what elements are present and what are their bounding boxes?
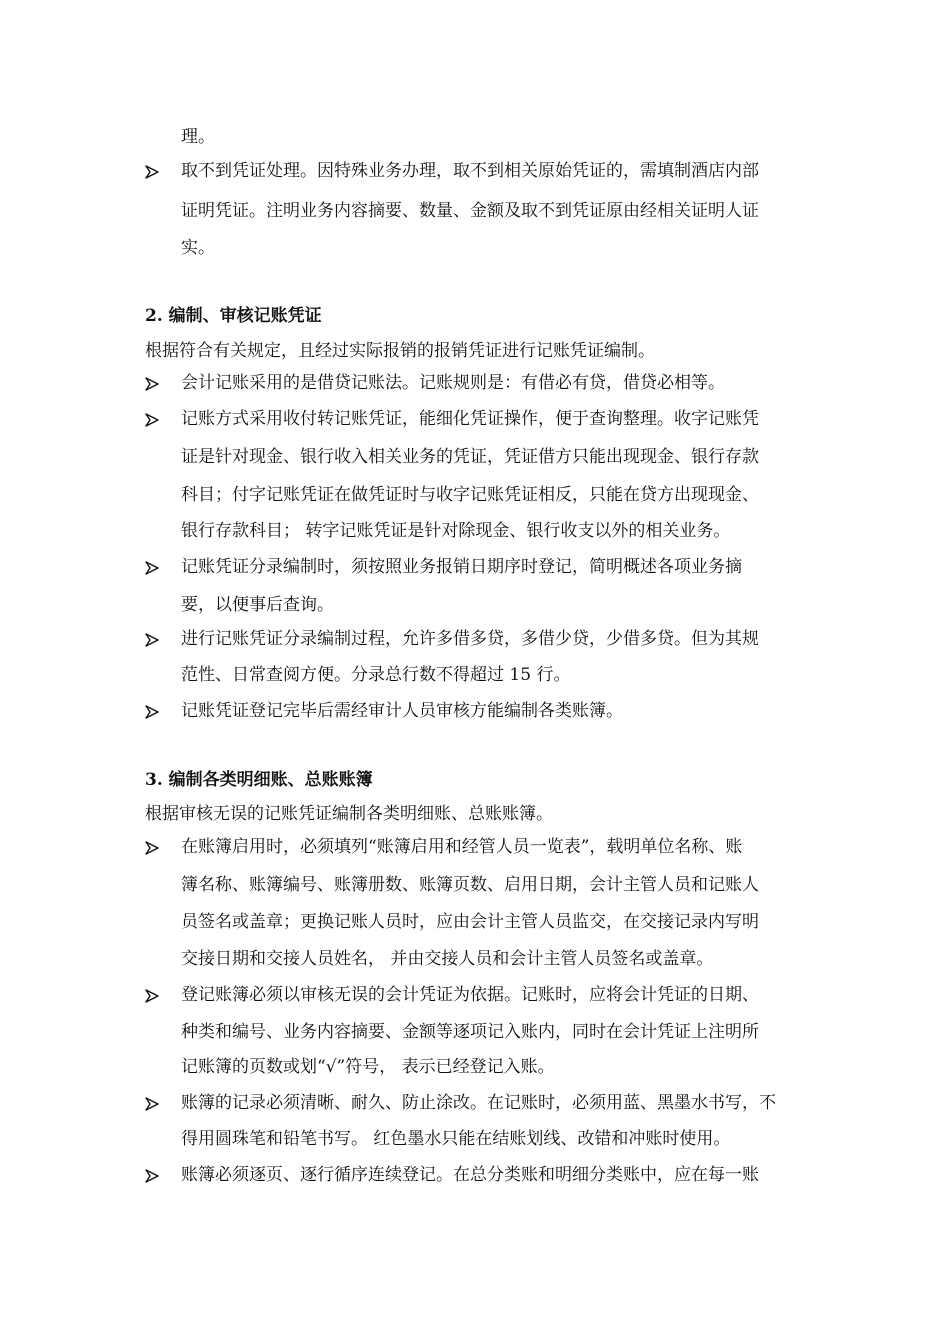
bullet-line: 证是针对现金、银行收入相关业务的凭证，凭证借方只能出现现金、银行存款 [181, 447, 759, 467]
bullet-line: 种类和编号、业务内容摘要、金额等逐项记入账内，同时在会计凭证上注明所 [181, 1022, 759, 1042]
arrow-bullet-icon [145, 841, 159, 855]
arrow-bullet-icon [145, 705, 159, 719]
bullet-line: 取不到凭证处理。因特殊业务办理，取不到相关原始凭证的，需填制酒店内部 [181, 161, 759, 181]
arrow-bullet-icon [145, 561, 159, 575]
bullet-line: 记账簿的页数或划“√”符号， 表示已经登记入账。 [181, 1057, 555, 1077]
section-heading: 2. 编制、审核记账凭证 [145, 306, 322, 326]
arrow-bullet-icon [145, 1169, 159, 1183]
bullet-line: 账簿的记录必须清晰、耐久、防止涂改。在记账时，必须用蓝、黑墨水书写，不 [181, 1093, 776, 1113]
continuation-text: 理。 [181, 127, 215, 147]
bullet-line: 科目；付字记账凭证在做凭证时与收字记账凭证相反，只能在贷方出现现金、 [181, 485, 759, 505]
bullet-line: 记账凭证分录编制时，须按照业务报销日期序时登记，简明概述各项业务摘 [181, 557, 742, 577]
bullet-line: 记账凭证登记完毕后需经审计人员审核方能编制各类账簿。 [181, 701, 623, 721]
section-intro: 根据审核无误的记账凭证编制各类明细账、总账账簿。 [145, 804, 553, 824]
arrow-bullet-icon [145, 633, 159, 647]
bullet-line: 在账簿启用时，必须填列“账簿启用和经管人员一览表”，载明单位名称、账 [181, 837, 743, 857]
bullet-line: 范性、日常查阅方便。分录总行数不得超过 15 行。 [181, 665, 571, 685]
arrow-bullet-icon [145, 165, 159, 179]
section-heading: 3. 编制各类明细账、总账账簿 [145, 770, 373, 790]
arrow-bullet-icon [145, 413, 159, 427]
bullet-line: 要，以便事后查询。 [181, 595, 334, 615]
bullet-line: 交接日期和交接人员姓名， 并由交接人员和会计主管人员签名或盖章。 [181, 949, 714, 969]
bullet-line: 证明凭证。注明业务内容摘要、数量、金额及取不到凭证原由经相关证明人证 [181, 201, 759, 221]
bullet-line: 记账方式采用收付转记账凭证，能细化凭证操作，便于查询整理。收字记账凭 [181, 409, 759, 429]
arrow-bullet-icon [145, 377, 159, 391]
arrow-bullet-icon [145, 989, 159, 1003]
bullet-line: 银行存款科目； 转字记账凭证是针对除现金、银行收支以外的相关业务。 [181, 521, 731, 541]
bullet-line: 进行记账凭证分录编制过程，允许多借多贷，多借少贷，少借多贷。但为其规 [181, 629, 759, 649]
bullet-line: 账簿必须逐页、逐行循序连续登记。在总分类账和明细分类账中，应在每一账 [181, 1165, 759, 1185]
bullet-line: 得用圆珠笔和铅笔书写。 红色墨水只能在结账划线、改错和冲账时使用。 [181, 1129, 731, 1149]
bullet-line: 登记账簿必须以审核无误的会计凭证为依据。记账时，应将会计凭证的日期、 [181, 985, 759, 1005]
bullet-line: 簿名称、账簿编号、账簿册数、账簿页数、启用日期，会计主管人员和记账人 [181, 875, 759, 895]
section-intro: 根据符合有关规定，且经过实际报销的报销凭证进行记账凭证编制。 [145, 341, 655, 361]
bullet-line: 会计记账采用的是借贷记账法。记账规则是：有借必有贷，借贷必相等。 [181, 373, 725, 393]
bullet-line: 员签名或盖章；更换记账人员时，应由会计主管人员监交，在交接记录内写明 [181, 912, 759, 932]
bullet-line: 实。 [181, 238, 215, 258]
arrow-bullet-icon [145, 1097, 159, 1111]
